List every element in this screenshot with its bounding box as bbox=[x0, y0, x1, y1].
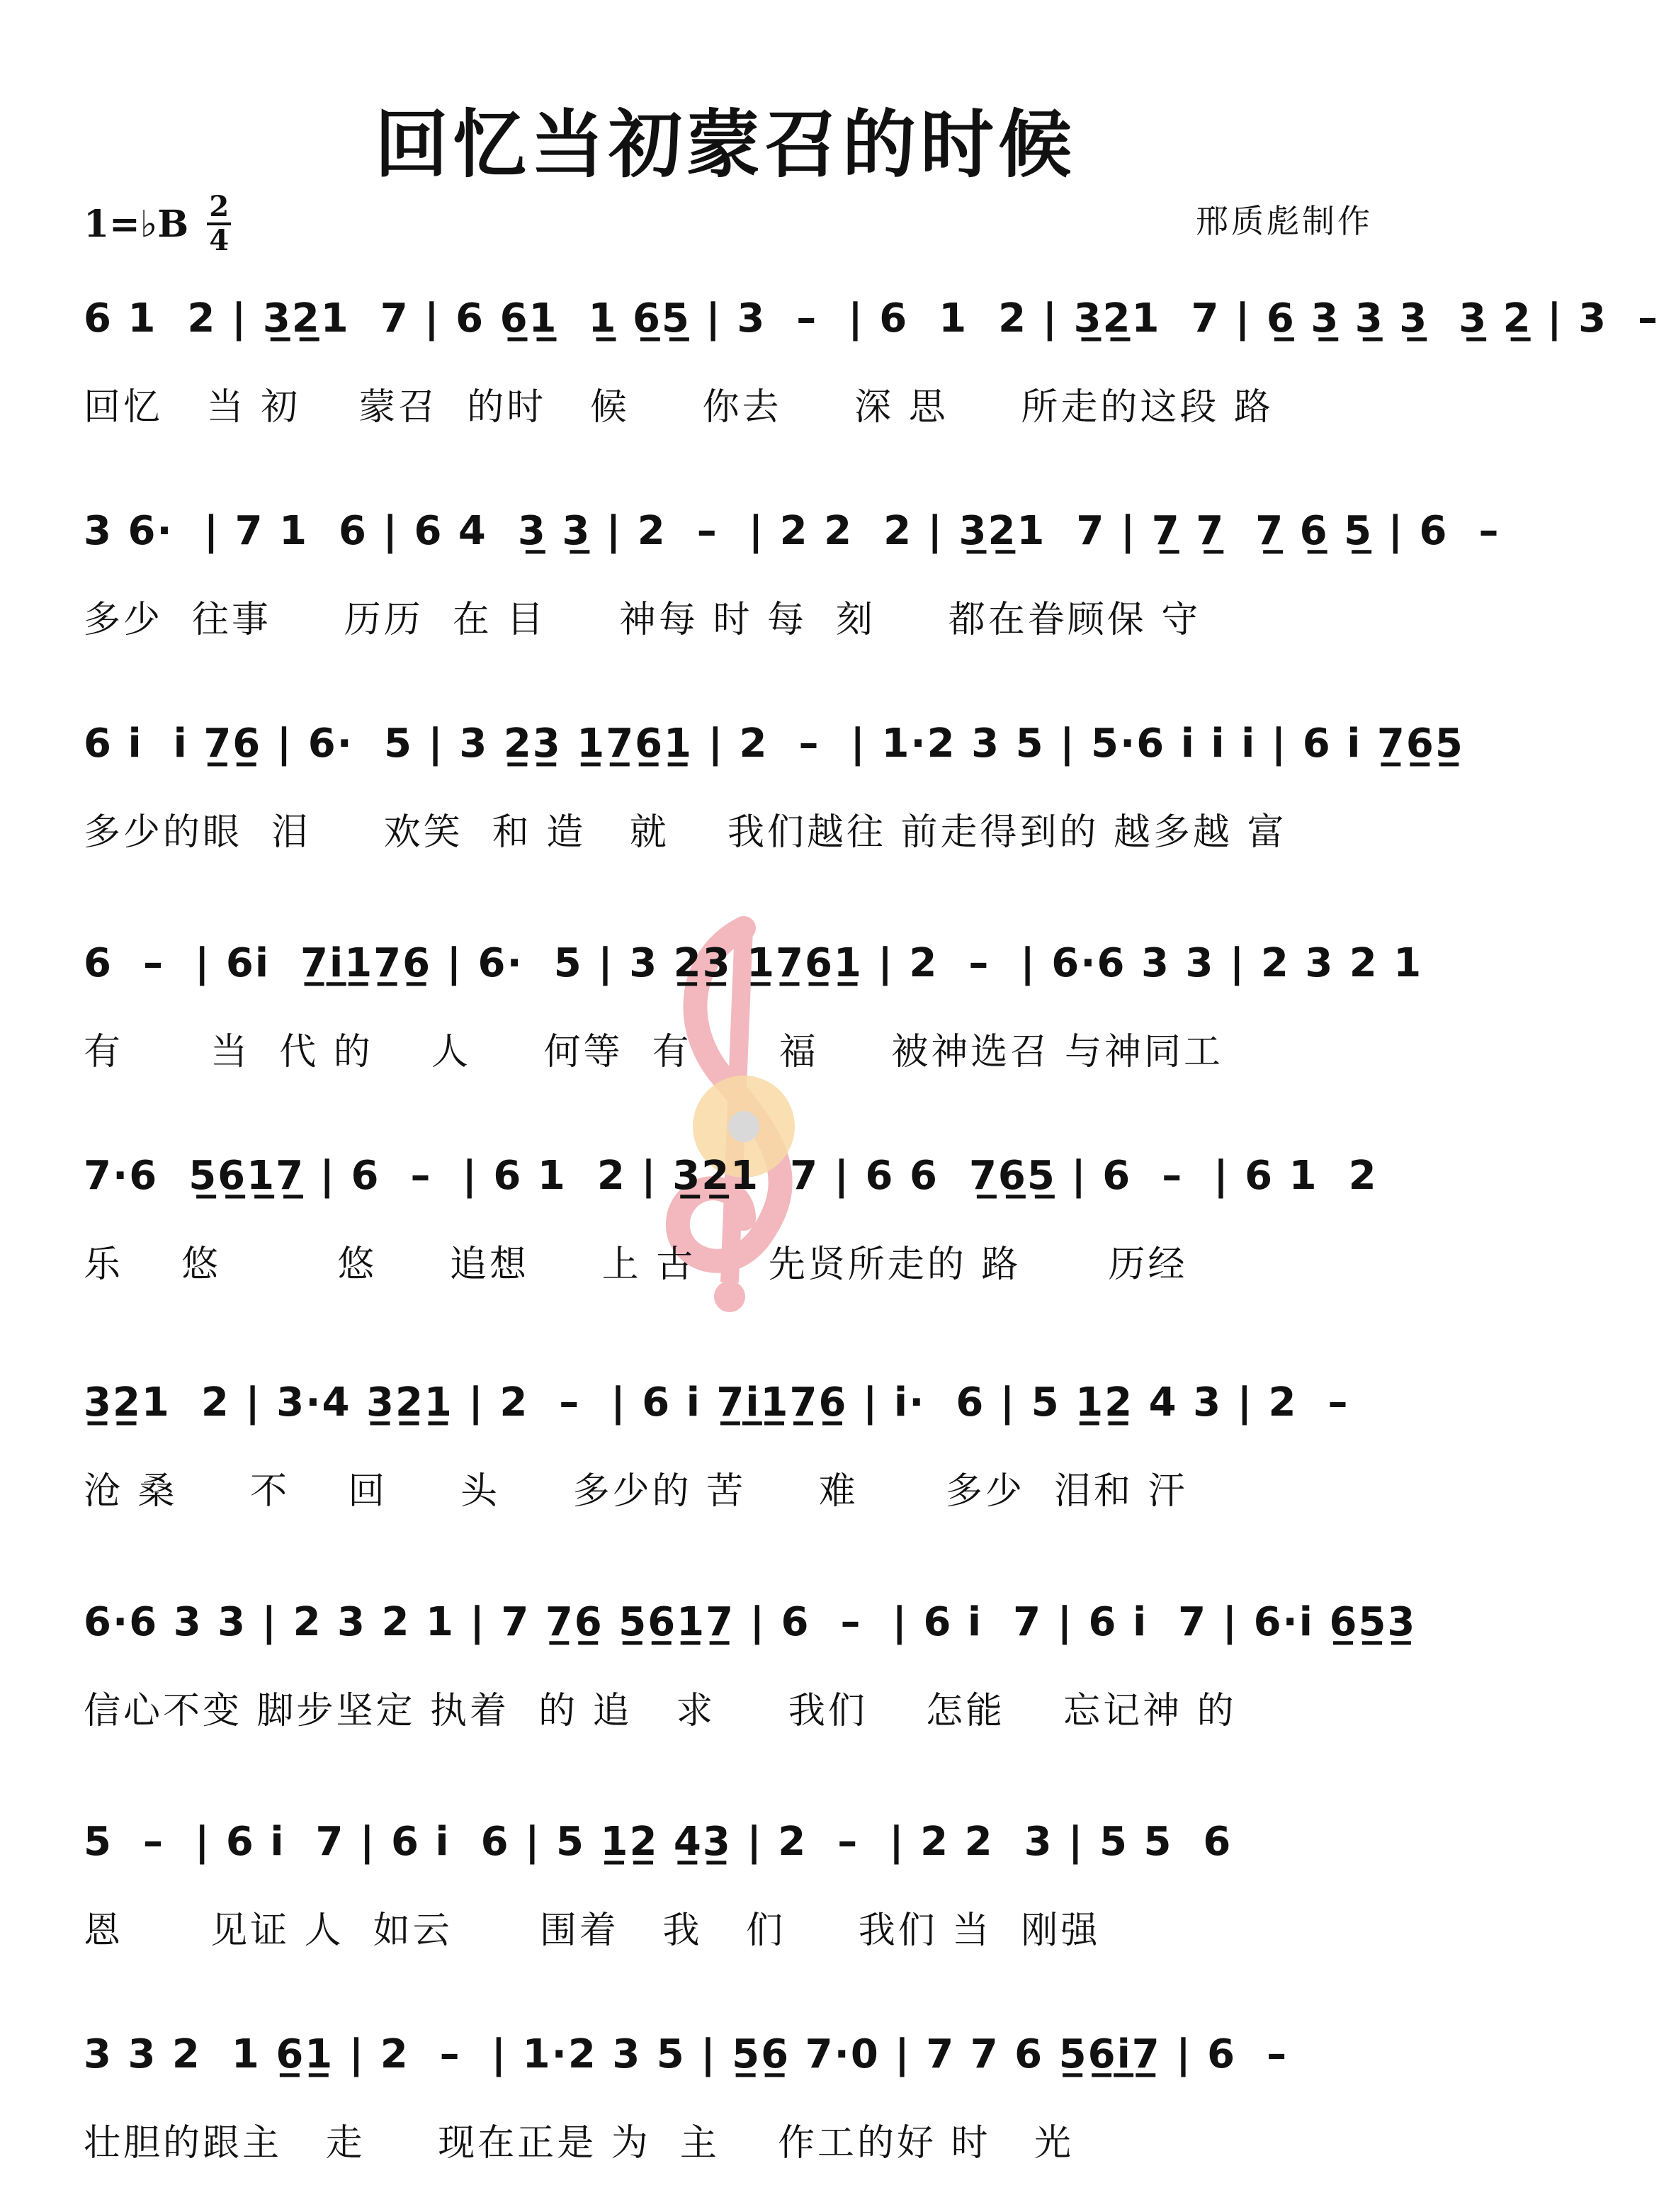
song-title: 回忆当初蒙召的时候 bbox=[374, 101, 1076, 188]
system-7 bbox=[84, 1587, 1417, 1736]
lyrics-line: 恩 见证 人 如云 围着 我 们 我们 当 刚强 bbox=[84, 1909, 1101, 1952]
notation-line: 6 – | 6i 7̲i̲1̲7̲6̲ | 6· 5 | 3 2̲3̲ 1̲7̲6̲1̲ | 2 – | 6·6 3 3 | 2 3 2 1 bbox=[84, 940, 1423, 986]
system-4 bbox=[84, 928, 1423, 1077]
notation-line: 7·6 5̲6̲1̲7̲ | 6 – | 6 1 2 | 3̲2̲1 7 | 6 6 7̲6̲5̲ | 6 – | 6 1 2 bbox=[84, 1153, 1378, 1199]
lyrics-line: 壮胆的跟主 走 现在正是 为 主 作工的好 时 光 bbox=[84, 2122, 1075, 2165]
system-5 bbox=[84, 1141, 1380, 1290]
time-signature-top: 2 bbox=[209, 190, 230, 223]
notation-line: 3̲2̲1 2 | 3·4 3̲2̲1̲ | 2 – | 6 i 7̲i̲1̲7̲6̲ | i· 6 | 5 1̲2̲ 4 3 | 2 – bbox=[84, 1379, 1349, 1426]
notation-line: 6·6 3 3 | 2 3 2 1 | 7 7̲6̲ 5̲6̲1̲7̲ | 6 – | 6 i 7 | 6 i 7 | 6·i 6̲5̲3̲ bbox=[84, 1599, 1417, 1645]
system-3 bbox=[84, 709, 1464, 857]
time-signature bbox=[207, 190, 231, 257]
lyrics-line: 乐 悠 悠 追想 上 古 先贤所走的 路 历经 bbox=[84, 1243, 1188, 1286]
lyrics-line: 回忆 当 初 蒙召 的时 候 你去 深 思 所走的这段 路 bbox=[84, 386, 1274, 429]
notation-line: 3 3 2 1 6̲1̲ | 2 – | 1·2 3 5 | 5̲6̲ 7·0 | 7 7 6 5̲6̲i̲7̲ | 6 – bbox=[84, 2031, 1289, 2077]
lyrics-line: 多少 往事 历历 在 目 神每 时 每 刻 都在眷顾保 守 bbox=[84, 599, 1201, 641]
notation-line: 5 – | 6 i 7 | 6 i 6 | 5 1̲2̲ 4̲3̲ | 2 – | 2 2 3 | 5 5 6 bbox=[84, 1819, 1233, 1865]
lyrics-line: 有 当 代 的 人 何等 有 福 被神选召 与神同工 bbox=[84, 1031, 1223, 1073]
system-8 bbox=[84, 1807, 1380, 1956]
system-6 bbox=[84, 1367, 1380, 1516]
system-9 bbox=[84, 2019, 1380, 2168]
lyrics-line: 沧 桑 不 回 头 多少的 苦 难 多少 泪和 汗 bbox=[84, 1470, 1188, 1513]
notation-line: 6 i i 7̲6̲ | 6· 5 | 3 2̲3̲ 1̲7̲6̲1̲ | 2 – | 1·2 3 5 | 5·6 i i i | 6 i 7̲6̲5̲ bbox=[84, 721, 1464, 767]
key-label: 1=♭B bbox=[84, 202, 189, 246]
author-credit: 邢质彪制作 bbox=[1196, 202, 1373, 240]
notation-line: 3 6· | 7 1 6 | 6 4 3̲ 3̲ | 2 – | 2 2 2 | 3̲2̲1 7 | 7̲ 7̲ 7̲ 6̲ 5̲ | 6 – bbox=[84, 508, 1500, 554]
lyrics-line: 多少的眼 泪 欢笑 和 造 就 我们越往 前走得到的 越多越 富 bbox=[84, 811, 1287, 854]
system-2 bbox=[84, 496, 1500, 645]
notation-line: 6 1 2 | 3̲2̲1 7 | 6 6̲1̲ 1̲ 6̲5̲ | 3 – | 6 1 2 | 3̲2̲1 7 | 6̲ 3̲ 3̲ 3̲ 3̲ 2̲ | 3 – bbox=[84, 295, 1659, 342]
time-signature-bottom: 4 bbox=[209, 224, 230, 257]
key-signature bbox=[84, 190, 231, 257]
lyrics-line: 信心不变 脚步坚定 执着 的 追 求 我们 怎能 忘记神 的 bbox=[84, 1690, 1237, 1732]
system-1 bbox=[84, 283, 1659, 432]
